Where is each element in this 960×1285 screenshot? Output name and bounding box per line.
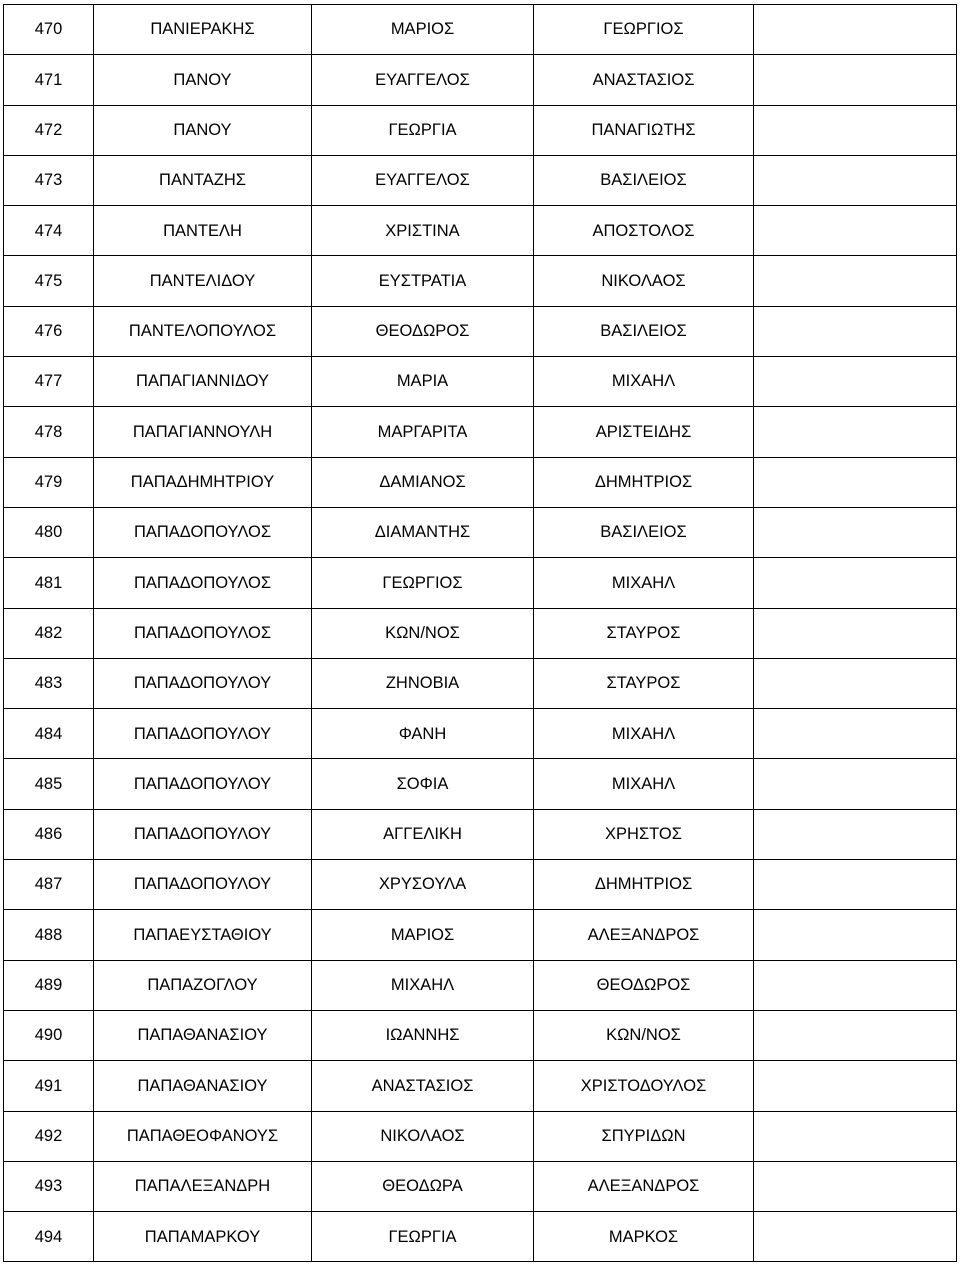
first-name-cell: ΓΕΩΡΓΙΑ xyxy=(312,1212,534,1262)
first-name-cell: ΔΑΜΙΑΝΟΣ xyxy=(312,457,534,507)
row-number-cell: 481 xyxy=(4,558,94,608)
surname-cell: ΠΑΝΤΕΛΟΠΟΥΛΟΣ xyxy=(94,306,312,356)
first-name-cell: ΧΡΥΣΟΥΛΑ xyxy=(312,860,534,910)
empty-cell xyxy=(754,206,957,256)
row-number-cell: 492 xyxy=(4,1111,94,1161)
empty-cell xyxy=(754,5,957,55)
row-number-cell: 485 xyxy=(4,759,94,809)
first-name-cell: ΜΙΧΑΗΛ xyxy=(312,960,534,1010)
surname-cell: ΠΑΝΙΕΡΑΚΗΣ xyxy=(94,5,312,55)
empty-cell xyxy=(754,809,957,859)
surname-cell: ΠΑΝΤΑΖΗΣ xyxy=(94,155,312,205)
empty-cell xyxy=(754,1111,957,1161)
row-number-cell: 480 xyxy=(4,507,94,557)
row-number-cell: 489 xyxy=(4,960,94,1010)
row-number-cell: 479 xyxy=(4,457,94,507)
first-name-cell: ΘΕΟΔΩΡΟΣ xyxy=(312,306,534,356)
empty-cell xyxy=(754,55,957,105)
table-row xyxy=(4,1111,957,1161)
father-name-cell: ΑΛΕΞΑΝΔΡΟΣ xyxy=(534,1161,754,1211)
surname-cell: ΠΑΠΑΔΟΠΟΥΛΟΣ xyxy=(94,558,312,608)
surname-cell: ΠΑΠΑΔΟΠΟΥΛΟΥ xyxy=(94,709,312,759)
empty-cell xyxy=(754,256,957,306)
father-name-cell: ΣΤΑΥΡΟΣ xyxy=(534,658,754,708)
empty-cell xyxy=(754,860,957,910)
row-number-cell: 482 xyxy=(4,608,94,658)
first-name-cell: ΖΗΝΟΒΙΑ xyxy=(312,658,534,708)
table-row xyxy=(4,1061,957,1111)
table-row xyxy=(4,407,957,457)
surname-cell: ΠΑΠΑΔΟΠΟΥΛΟΥ xyxy=(94,658,312,708)
surname-cell: ΠΑΠΑΛΕΞΑΝΔΡΗ xyxy=(94,1161,312,1211)
empty-cell xyxy=(754,608,957,658)
empty-cell xyxy=(754,1061,957,1111)
row-number-cell: 476 xyxy=(4,306,94,356)
surname-cell: ΠΑΠΑΜΑΡΚΟΥ xyxy=(94,1212,312,1262)
table-row xyxy=(4,457,957,507)
row-number-cell: 473 xyxy=(4,155,94,205)
first-name-cell: ΚΩΝ/ΝΟΣ xyxy=(312,608,534,658)
surname-cell: ΠΑΠΑΔΟΠΟΥΛΟΣ xyxy=(94,608,312,658)
surname-cell: ΠΑΝΟΥ xyxy=(94,105,312,155)
empty-cell xyxy=(754,105,957,155)
father-name-cell: ΜΙΧΑΗΛ xyxy=(534,709,754,759)
empty-cell xyxy=(754,558,957,608)
father-name-cell: ΒΑΣΙΛΕΙΟΣ xyxy=(534,507,754,557)
first-name-cell: ΔΙΑΜΑΝΤΗΣ xyxy=(312,507,534,557)
surname-cell: ΠΑΠΑΓΙΑΝΝΟΥΛΗ xyxy=(94,407,312,457)
father-name-cell: ΧΡΙΣΤΟΔΟΥΛΟΣ xyxy=(534,1061,754,1111)
surname-cell: ΠΑΝΤΕΛΗ xyxy=(94,206,312,256)
empty-cell xyxy=(754,507,957,557)
row-number-cell: 472 xyxy=(4,105,94,155)
row-number-cell: 486 xyxy=(4,809,94,859)
first-name-cell: ΜΑΡΙΟΣ xyxy=(312,910,534,960)
table-row xyxy=(4,1010,957,1060)
row-number-cell: 488 xyxy=(4,910,94,960)
empty-cell xyxy=(754,1010,957,1060)
empty-cell xyxy=(754,658,957,708)
empty-cell xyxy=(754,1161,957,1211)
surname-cell: ΠΑΠΑΓΙΑΝΝΙΔΟΥ xyxy=(94,357,312,407)
surname-cell: ΠΑΠΑΘΕΟΦΑΝΟΥΣ xyxy=(94,1111,312,1161)
father-name-cell: ΠΑΝΑΓΙΩΤΗΣ xyxy=(534,105,754,155)
table-row xyxy=(4,1161,957,1211)
surname-cell: ΠΑΠΑΔΟΠΟΥΛΟΥ xyxy=(94,860,312,910)
first-name-cell: ΜΑΡΓΑΡΙΤΑ xyxy=(312,407,534,457)
table-row xyxy=(4,55,957,105)
father-name-cell: ΒΑΣΙΛΕΙΟΣ xyxy=(534,306,754,356)
row-number-cell: 475 xyxy=(4,256,94,306)
father-name-cell: ΝΙΚΟΛΑΟΣ xyxy=(534,256,754,306)
father-name-cell: ΜΙΧΑΗΛ xyxy=(534,759,754,809)
row-number-cell: 491 xyxy=(4,1061,94,1111)
empty-cell xyxy=(754,1212,957,1262)
row-number-cell: 490 xyxy=(4,1010,94,1060)
empty-cell xyxy=(754,759,957,809)
surname-cell: ΠΑΠΑΔΟΠΟΥΛΟΣ xyxy=(94,507,312,557)
first-name-cell: ΓΕΩΡΓΙΑ xyxy=(312,105,534,155)
names-table xyxy=(3,4,957,1262)
empty-cell xyxy=(754,306,957,356)
first-name-cell: ΜΑΡΙΑ xyxy=(312,357,534,407)
row-number-cell: 484 xyxy=(4,709,94,759)
table-row xyxy=(4,306,957,356)
father-name-cell: ΜΙΧΑΗΛ xyxy=(534,558,754,608)
empty-cell xyxy=(754,357,957,407)
surname-cell: ΠΑΠΑΖΟΓΛΟΥ xyxy=(94,960,312,1010)
table-row xyxy=(4,910,957,960)
table-row xyxy=(4,1212,957,1262)
row-number-cell: 493 xyxy=(4,1161,94,1211)
surname-cell: ΠΑΠΑΔΗΜΗΤΡΙΟΥ xyxy=(94,457,312,507)
father-name-cell: ΜΑΡΚΟΣ xyxy=(534,1212,754,1262)
first-name-cell: ΓΕΩΡΓΙΟΣ xyxy=(312,558,534,608)
empty-cell xyxy=(754,910,957,960)
father-name-cell: ΓΕΩΡΓΙΟΣ xyxy=(534,5,754,55)
row-number-cell: 487 xyxy=(4,860,94,910)
table-row xyxy=(4,206,957,256)
table-row xyxy=(4,507,957,557)
row-number-cell: 483 xyxy=(4,658,94,708)
empty-cell xyxy=(754,457,957,507)
first-name-cell: ΜΑΡΙΟΣ xyxy=(312,5,534,55)
surname-cell: ΠΑΠΑΘΑΝΑΣΙΟΥ xyxy=(94,1010,312,1060)
first-name-cell: ΘΕΟΔΩΡΑ xyxy=(312,1161,534,1211)
empty-cell xyxy=(754,709,957,759)
father-name-cell: ΒΑΣΙΛΕΙΟΣ xyxy=(534,155,754,205)
surname-cell: ΠΑΠΑΕΥΣΤΑΘΙΟΥ xyxy=(94,910,312,960)
first-name-cell: ΕΥΣΤΡΑΤΙΑ xyxy=(312,256,534,306)
table-row xyxy=(4,155,957,205)
table-row xyxy=(4,759,957,809)
row-number-cell: 470 xyxy=(4,5,94,55)
father-name-cell: ΚΩΝ/ΝΟΣ xyxy=(534,1010,754,1060)
father-name-cell: ΑΛΕΞΑΝΔΡΟΣ xyxy=(534,910,754,960)
father-name-cell: ΑΡΙΣΤΕΙΔΗΣ xyxy=(534,407,754,457)
table-row xyxy=(4,658,957,708)
empty-cell xyxy=(754,960,957,1010)
first-name-cell: ΕΥΑΓΓΕΛΟΣ xyxy=(312,55,534,105)
row-number-cell: 477 xyxy=(4,357,94,407)
father-name-cell: ΣΠΥΡΙΔΩΝ xyxy=(534,1111,754,1161)
father-name-cell: ΑΠΟΣΤΟΛΟΣ xyxy=(534,206,754,256)
father-name-cell: ΔΗΜΗΤΡΙΟΣ xyxy=(534,457,754,507)
first-name-cell: ΦΑΝΗ xyxy=(312,709,534,759)
empty-cell xyxy=(754,407,957,457)
surname-cell: ΠΑΠΑΔΟΠΟΥΛΟΥ xyxy=(94,759,312,809)
empty-cell xyxy=(754,155,957,205)
row-number-cell: 474 xyxy=(4,206,94,256)
table-row xyxy=(4,860,957,910)
names-table-body xyxy=(4,5,957,1262)
table-row xyxy=(4,608,957,658)
surname-cell: ΠΑΝΤΕΛΙΔΟΥ xyxy=(94,256,312,306)
table-row xyxy=(4,809,957,859)
table-row xyxy=(4,709,957,759)
father-name-cell: ΜΙΧΑΗΛ xyxy=(534,357,754,407)
table-row xyxy=(4,357,957,407)
father-name-cell: ΣΤΑΥΡΟΣ xyxy=(534,608,754,658)
row-number-cell: 494 xyxy=(4,1212,94,1262)
first-name-cell: ΝΙΚΟΛΑΟΣ xyxy=(312,1111,534,1161)
first-name-cell: ΣΟΦΙΑ xyxy=(312,759,534,809)
table-row xyxy=(4,960,957,1010)
first-name-cell: ΑΝΑΣΤΑΣΙΟΣ xyxy=(312,1061,534,1111)
father-name-cell: ΔΗΜΗΤΡΙΟΣ xyxy=(534,860,754,910)
father-name-cell: ΘΕΟΔΩΡΟΣ xyxy=(534,960,754,1010)
first-name-cell: ΕΥΑΓΓΕΛΟΣ xyxy=(312,155,534,205)
first-name-cell: ΑΓΓΕΛΙΚΗ xyxy=(312,809,534,859)
first-name-cell: ΙΩΑΝΝΗΣ xyxy=(312,1010,534,1060)
father-name-cell: ΧΡΗΣΤΟΣ xyxy=(534,809,754,859)
first-name-cell: ΧΡΙΣΤΙΝΑ xyxy=(312,206,534,256)
row-number-cell: 471 xyxy=(4,55,94,105)
table-row xyxy=(4,558,957,608)
surname-cell: ΠΑΠΑΔΟΠΟΥΛΟΥ xyxy=(94,809,312,859)
row-number-cell: 478 xyxy=(4,407,94,457)
surname-cell: ΠΑΝΟΥ xyxy=(94,55,312,105)
surname-cell: ΠΑΠΑΘΑΝΑΣΙΟΥ xyxy=(94,1061,312,1111)
father-name-cell: ΑΝΑΣΤΑΣΙΟΣ xyxy=(534,55,754,105)
table-row xyxy=(4,5,957,55)
table-row xyxy=(4,105,957,155)
table-row xyxy=(4,256,957,306)
